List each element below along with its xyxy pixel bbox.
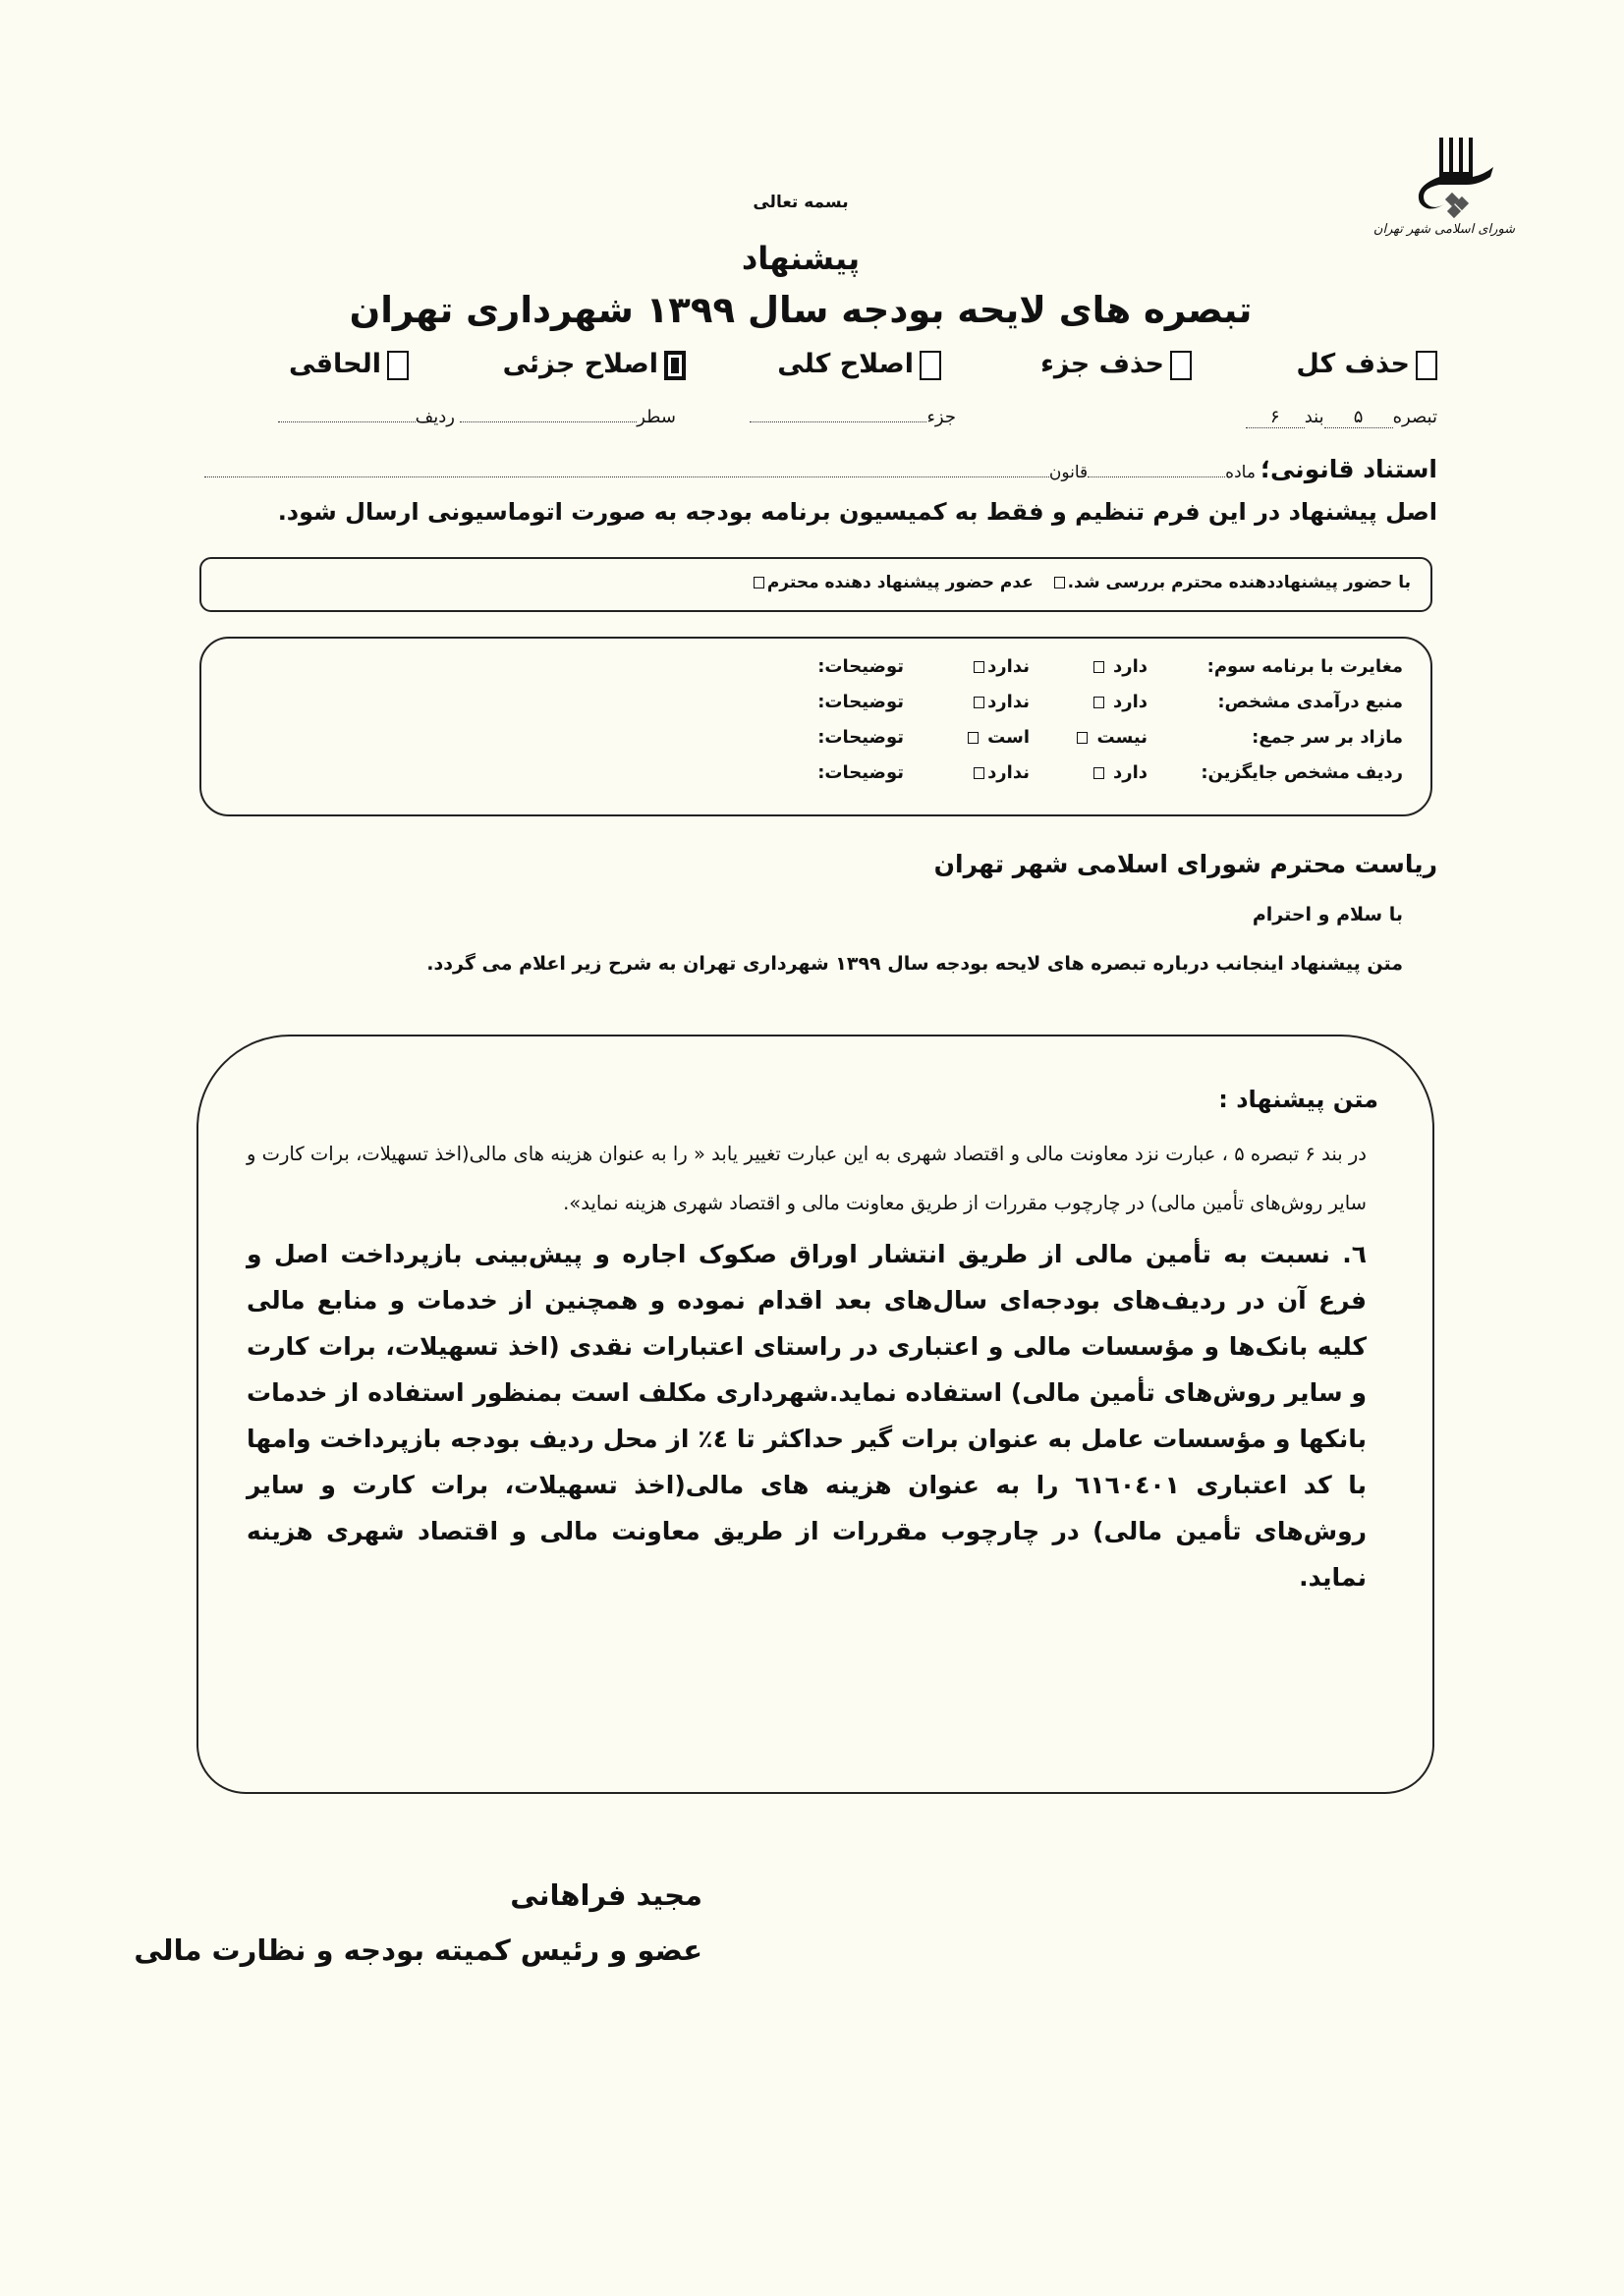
- opt2[interactable]: است: [965, 727, 1030, 748]
- article-field[interactable]: [1088, 476, 1225, 477]
- opt1[interactable]: نیست: [1074, 727, 1148, 748]
- option-partial-amend[interactable]: [503, 349, 686, 380]
- doc-type: پیشنهاد: [741, 240, 861, 277]
- opt1[interactable]: دارد: [1091, 656, 1148, 677]
- presence-row: [751, 573, 1411, 592]
- field-label: سطر: [637, 407, 676, 427]
- law-field[interactable]: [204, 476, 1049, 477]
- opt2[interactable]: ندارد: [971, 692, 1030, 712]
- addressee: ریاست محترم شورای اسلامی شهر تهران: [933, 850, 1437, 878]
- instruction: اصل پیشنهاد در این فرم تنظیم و فقط به کمیسیون برنامه بودجه به صورت اتوماسیونی ارسال شود.: [277, 498, 1437, 526]
- checkbox[interactable]: [1170, 351, 1192, 380]
- option-label: الحاقی: [289, 349, 381, 379]
- opt1[interactable]: دارد: [1091, 762, 1148, 783]
- option-addition[interactable]: [289, 349, 409, 380]
- field-value[interactable]: ۶: [1246, 407, 1305, 428]
- opt2[interactable]: ندارد: [971, 762, 1030, 783]
- field-radif[interactable]: [278, 407, 455, 427]
- notes-label: توضیحات:: [817, 727, 904, 748]
- absent-checkbox[interactable]: [754, 577, 764, 588]
- field-label: بند: [1304, 407, 1324, 427]
- opt1[interactable]: دارد: [1091, 692, 1148, 712]
- proposal-paragraph-2: ٦. نسبت به تأمین مالی از طریق انتشار اوراق صکوک اجاره و پیش‌بینی بازپرداخت اصل و فرع آن در ردیف‌های بودجه‌ای سال‌های بعد اقدام نموده و همچنین از خدمات و منابع مالی کلیه بانک‌ها و مؤسسات مالی و اعتباری در راستای اعتبارات نقدی (اخذ تسهیلات، برات کارت و سایر روش‌های تأمین مالی) استفاده نماید.شهرداری مکلف است بمنظور استفاده از خدمات بانکها و مؤسسات عامل به عنوان برات گیر حداکثر تا ٤٪ از محل ردیف بودجه بازپرداخت وامها با کد اعتباری ٦١٦٠٤٠١ را به عنوان هزینه های مالی(اخذ تسهیلات، برات کارت و سایر روش‌های تأمین مالی) در چارچوب مقررات از طریق معاونت مالی و اقتصاد شهری هزینه نماید.: [247, 1240, 1368, 1592]
- checkbox-checked[interactable]: [664, 351, 686, 380]
- legal-basis: [204, 455, 1437, 483]
- opt2[interactable]: ندارد: [971, 656, 1030, 677]
- council-logo: [1371, 128, 1518, 251]
- proposal-paragraph-1: در بند ۶ تبصره ۵ ، عبارت نزد معاونت مالی و اقتصاد شهری به این عبارت تغییر یابد « را به عنوان هزینه های مالی(اخذ تسهیلات، برات کارت و سایر روش‌های تأمین مالی) در چارچوب مقررات از طریق معاونت مالی و اقتصاد شهری هزینه نماید».: [247, 1143, 1367, 1214]
- greeting: با سلام و احترام: [1252, 904, 1403, 925]
- invocation: بسمه تعالی: [753, 193, 849, 212]
- signer-position: عضو و رئیس کمیته بودجه و نظارت مالی: [134, 1933, 702, 1967]
- option-label: اصلاح کلی: [777, 349, 914, 379]
- checkbox[interactable]: [387, 351, 409, 380]
- field-label: تبصره: [1392, 407, 1437, 427]
- page-title: تبصره های لایحه بودجه سال ۱۳۹۹ شهرداری تهران: [349, 289, 1253, 331]
- check-label: ردیف مشخص جایگزین:: [1201, 762, 1403, 783]
- notes-label: توضیحات:: [817, 692, 904, 712]
- present-checkbox[interactable]: [1054, 577, 1065, 588]
- field-value[interactable]: [750, 421, 926, 422]
- check-label: مازاد بر سر جمع:: [1252, 727, 1403, 748]
- law-label: قانون: [1048, 463, 1089, 482]
- absent-label: عدم حضور پیشنهاد دهنده محترم: [766, 573, 1034, 592]
- article-label: ماده: [1225, 463, 1256, 482]
- field-label: جزء: [926, 407, 956, 427]
- option-delete-all[interactable]: [1296, 349, 1437, 380]
- checkbox[interactable]: [920, 351, 941, 380]
- option-delete-part[interactable]: [1040, 349, 1192, 380]
- field-value[interactable]: [278, 421, 416, 422]
- checkbox[interactable]: [1416, 351, 1437, 380]
- field-value[interactable]: ۵: [1324, 407, 1393, 428]
- legal-label: استناد قانونی؛: [1260, 455, 1437, 483]
- proposal-heading: متن پیشنهاد :: [1218, 1086, 1378, 1113]
- logo-text: شورای اسلامی شهر تهران: [1372, 222, 1516, 237]
- check-label: منبع درآمدی مشخص:: [1217, 692, 1403, 712]
- intro: متن پیشنهاد اینجانب درباره تبصره های لایحه بودجه سال ۱۳۹۹ شهرداری تهران به شرح زیر اعلام می گردد.: [426, 953, 1403, 975]
- option-label: اصلاح جزئی: [502, 349, 658, 379]
- notes-label: توضیحات:: [817, 762, 904, 783]
- field-satr[interactable]: [460, 407, 676, 427]
- field-tabsare[interactable]: [1246, 407, 1437, 428]
- option-label: حذف جزء: [1040, 349, 1164, 379]
- presence-box: [199, 557, 1432, 612]
- check-label: مغایرت با برنامه سوم:: [1206, 656, 1403, 677]
- field-value[interactable]: [460, 421, 637, 422]
- field-label: ردیف: [415, 407, 455, 427]
- field-joz[interactable]: [750, 407, 956, 427]
- present-label: با حضور پیشنهاددهنده محترم بررسی شد.: [1067, 573, 1411, 592]
- option-label: حذف کل: [1296, 349, 1410, 379]
- notes-label: توضیحات:: [817, 656, 904, 677]
- signer-name: مجید فراهانی: [510, 1878, 702, 1912]
- option-full-amend[interactable]: [777, 349, 941, 380]
